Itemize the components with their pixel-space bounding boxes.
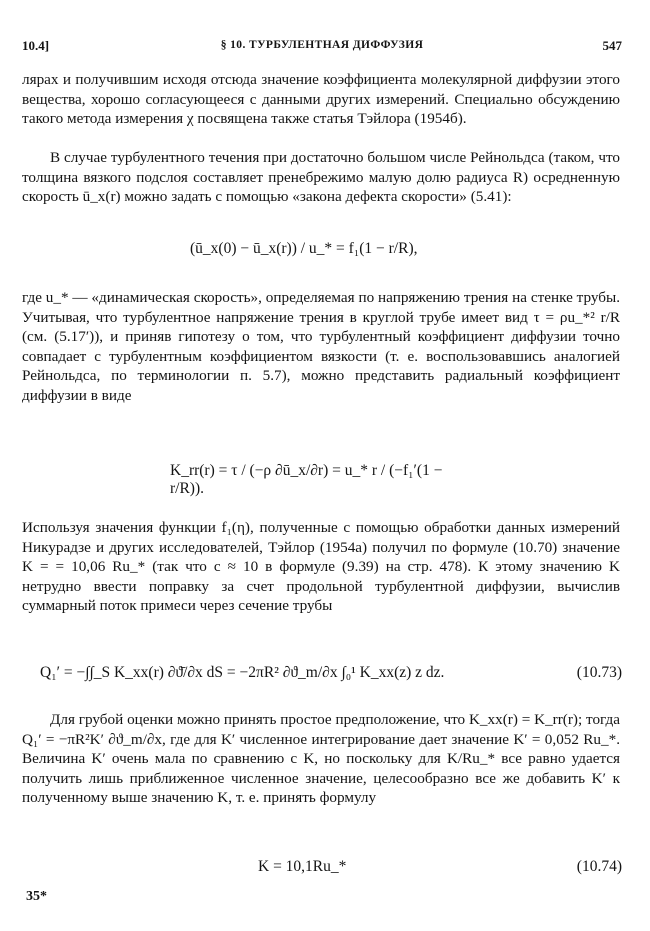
equation-10-74-text: K = 10,1Ru_* xyxy=(258,858,347,875)
paragraph-2-text: В случае турбулентного течения при достаточно большом числе Рейнольдса (таком, что толщина вязкого подслоя составляет пренебрежимо малую долю радиуса R) осредненную скорость ū_x(r) можно задать с помощью «закона дефекта скорости» (5.41): xyxy=(22,149,620,206)
equation-krr xyxy=(170,462,470,498)
paragraph-5-text: Для грубой оценки можно принять простое предположение, что K_xx(r) = K_rr(r); тогда Q₁′ = −πR²K′ ∂ϑ_m/∂x, где для K′ численное интегрирование дает значение K′ = 0,052 Ru_*. Величина K′ очень мала по сравнению с K, но поскольку для K/Ru_* все равно удается получить лишь приближенное численное значение, целесообразно все же добавить K′ к полученному выше значению K, т. е. принять формулу xyxy=(22,711,620,807)
equation-10-73 xyxy=(40,664,510,682)
page-number: 547 xyxy=(602,38,622,53)
equation-10-74 xyxy=(258,858,346,876)
running-header xyxy=(22,38,622,58)
equation-10-73-number: (10.73) xyxy=(576,664,622,681)
paragraph-5 xyxy=(22,710,620,808)
equation-10-73-text: Q₁′ = −∫∫_S K_xx(r) ∂ϑ̄/∂x dS = −2πR² ∂ϑ_m/∂x ∫₀¹ K_xx(z) z dz. xyxy=(40,664,445,681)
paragraph-4 xyxy=(22,518,620,616)
paragraph-3 xyxy=(22,288,620,406)
equation-krr-text: K_rr(r) = τ / (−ρ ∂ū_x/∂r) = u_* r / (−f₁′(1 − r/R)). xyxy=(170,462,443,497)
equation-velocity-defect-text: (ū_x(0) − ū_x(r)) / u_* = f₁(1 − r/R), xyxy=(190,240,418,257)
paragraph-1-text: лярах и получившим исходя отсюда значение коэффициента молекулярной диффузии этого вещества, хорошо согласующееся с данными других измерений. Специально обсуждению такого метода измерения χ посвящена также статья Тэйлора (1954б). xyxy=(22,71,620,128)
section-number: 10.4] xyxy=(22,38,50,53)
paragraph-4-text: Используя значения функции f₁(η), полученные с помощью обработки данных измерений Никурадзе и других исследователей, Тэйлор (1954а) получил по формуле (10.70) значение K = = 10,06 Ru_* (так что c ≈ 10 в формуле (9.39) на стр. 478). К этому значению K нетрудно ввести поправку за счет продольной турбулентной диффузии, вычислив суммарный поток примеси через сечение трубы xyxy=(22,519,620,615)
paragraph-2 xyxy=(22,148,620,207)
chapter-title: § 10. ТУРБУЛЕНТНАЯ ДИФФУЗИЯ xyxy=(220,39,424,51)
signature-mark: 35* xyxy=(26,889,47,904)
paragraph-3-text: где u_* — «динамическая скорость», определяемая по напряжению трения на стенке трубы. Учитывая, что турбулентное напряжение трения в круглой трубе имеет вид τ = ρu_*² r/R (см. (5.17′)), и приняв гипотезу о том, что турбулентный коэффициент диффузии точно совпадает с турбулентным коэффициентом вязкости (т. е. воспользовавшись аналогией Рейнольдса, по терминологии п. 5.7), можно представить радиальный коэффициент диффузии в виде xyxy=(22,289,620,404)
paragraph-1 xyxy=(22,70,620,129)
equation-10-74-number: (10.74) xyxy=(576,858,622,875)
equation-velocity-defect xyxy=(190,240,460,258)
